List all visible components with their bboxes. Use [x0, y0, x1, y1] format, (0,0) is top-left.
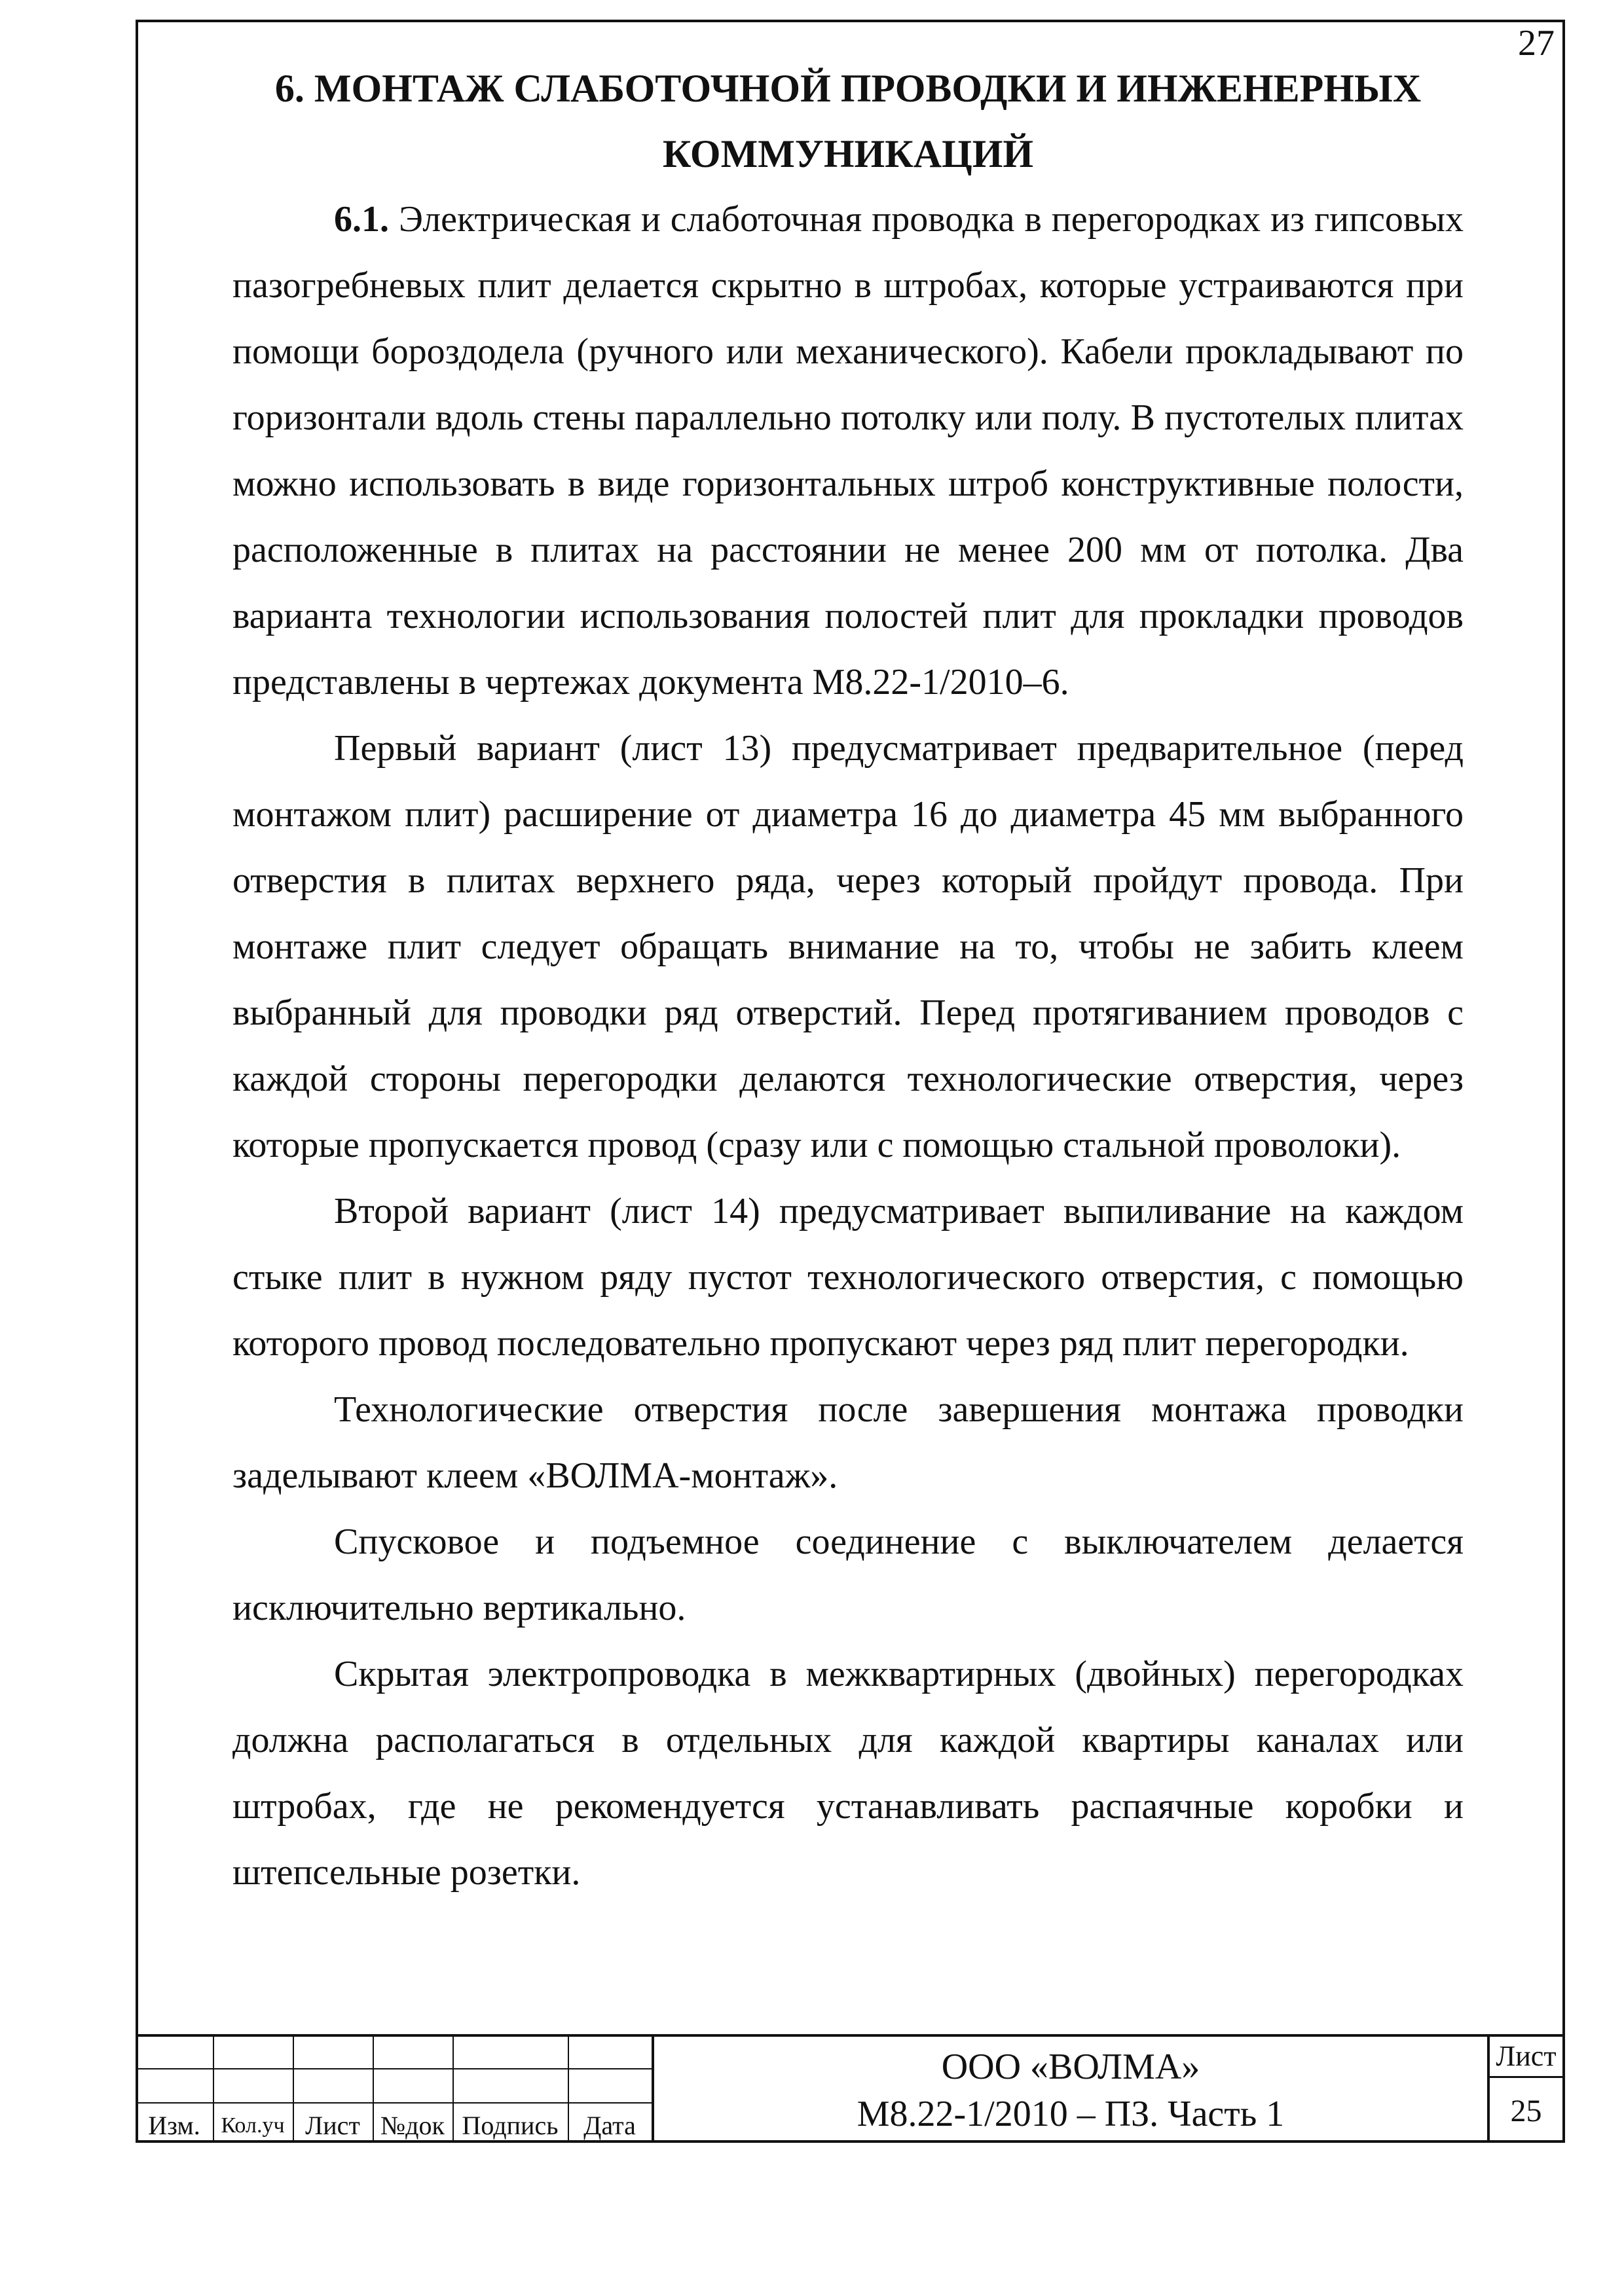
col-ndok: №док	[380, 2111, 445, 2140]
section-title-line-1: 6. МОНТАЖ СЛАБОТОЧНОЙ ПРОВОДКИ И ИНЖЕНЕРНЫХ	[274, 67, 1422, 110]
paragraph-6-1	[232, 187, 1464, 716]
paragraph-variant-2: Второй вариант (лист 14) предусматривает выпиливание на каждом стыке плит в нужном ряду пустот технологического отверстия, с помощью которого провод последовательно пропускают через ряд плит перегородки.	[232, 1191, 1464, 1364]
sheet-label: Лист	[1496, 2040, 1557, 2072]
col-izm: Изм.	[148, 2111, 200, 2140]
col-list: Лист	[305, 2111, 360, 2140]
paragraph-switch-connection: Спусковое и подъемное соединение с выключателем делается исключительно вертикально.	[232, 1522, 1464, 1628]
document-code: М8.22-1/2010 – ПЗ. Часть 1	[857, 2094, 1285, 2134]
col-data: Дата	[583, 2111, 636, 2140]
page-corner-number: 27	[1518, 23, 1555, 64]
paragraph-6-1-text: Электрическая и слаботочная проводка в перегородках из гипсовых пазогребневых плит делается скрытно в штробах, которые устраиваются при помощи бороздодела (ручного или механического). Кабели прокладывают по горизонтали вдоль стены параллельно потолку или полу. В пустотелых плитах можно использовать в виде горизонтальных штроб конструктивные полости, расположенные в плитах на расстоянии не менее 200 мм от потолка. Два варианта технологии использования полостей плит для прокладки проводов представлены в чертежах документа М8.22-1/2010–6.	[232, 199, 1464, 702]
section-title	[232, 56, 1464, 187]
company-name: ООО «ВОЛМА»	[941, 2047, 1200, 2087]
document-designation	[652, 2037, 1490, 2143]
sheet-divider	[1490, 2076, 1562, 2078]
paragraph-sealing: Технологические отверстия после завершения монтажа проводки заделывают клеем «ВОЛМА-монтаж».	[232, 1389, 1464, 1496]
section-title-line-2: КОММУНИКАЦИЙ	[662, 132, 1034, 175]
document-content	[232, 56, 1464, 1906]
title-block	[136, 2034, 1565, 2143]
col-kol-uch: Кол.уч	[221, 2113, 285, 2138]
sheet-number: 25	[1510, 2094, 1542, 2128]
revision-table	[136, 2037, 652, 2143]
paragraph-variant-1: Первый вариант (лист 13) предусматривает предварительное (перед монтажом плит) расширение от диаметра 16 до диаметра 45 мм выбранного отверстия в плитах верхнего ряда, через который пройдут провода. При монтаже плит следует обращать внимание на то, чтобы не забить клеем выбранный для проводки ряд отверстий. Перед протягиванием проводов с каждой стороны перегородки делаются технологические отверстия, через которые пропускается провод (сразу или с помощью стальной проволоки).	[232, 728, 1464, 1165]
sheet-cell	[1490, 2037, 1562, 2143]
clause-number: 6.1.	[334, 199, 389, 240]
paragraph-double-partitions: Скрытая электропроводка в межквартирных (двойных) перегородках должна располагаться в отдельных для каждой квартиры каналах или штробах, где не рекомендуется устанавливать распаячные коробки и штепсельные розетки.	[232, 1654, 1464, 1893]
col-podpis: Подпись	[462, 2111, 559, 2140]
